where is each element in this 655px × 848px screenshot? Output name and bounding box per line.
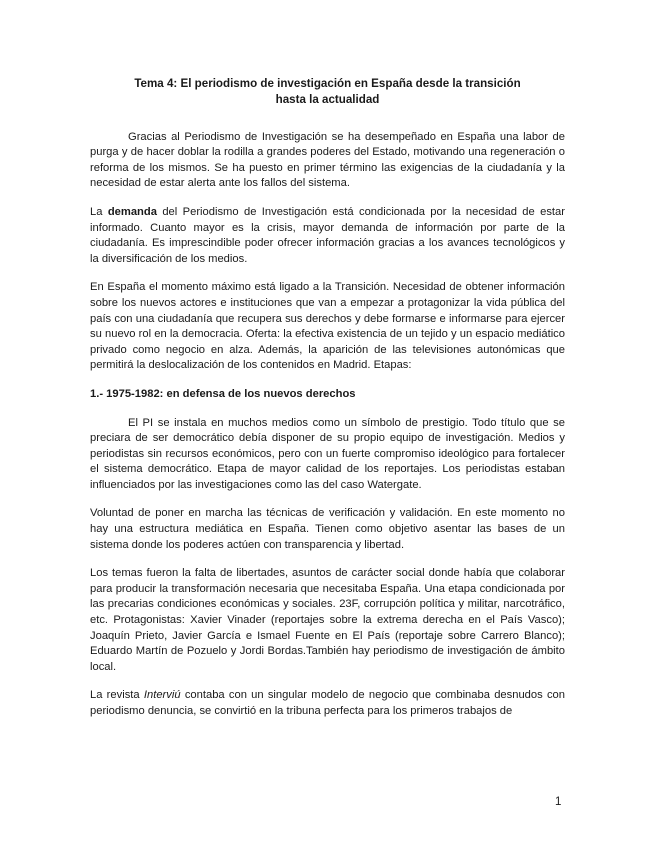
- paragraph-interviu: [90, 688, 565, 719]
- paragraph-interviu-post: contaba con un singular modelo de negocio que combinaba desnudos con periodismo denuncia, se convirtió en la tribuna perfecta para los primeros trabajos de: [90, 689, 565, 717]
- paragraph-transicion: En España el momento máximo está ligado a la Transición. Necesidad de obtener información sobre los nuevos actores e instituciones que van a empezar a protagonizar la vida pública del país con una ciudadanía que recupera sus derechos y debe formarse e informarse para ejercer su nuevo rol en la democracia. Oferta: la efectiva existencia de un tejido y un espacio mediático privado como negocio en alza. Además, la aparición de las televisiones autonómicas que permitirá la deslocalización de los contenidos en Madrid. Etapas:: [90, 281, 565, 372]
- paragraph-prestigio: El PI se instala en muchos medios como un símbolo de prestigio. Todo título que se preciara de ser democrático debía disponer de su propio equipo de investigación. Medios y periodistas sin recursos económicos, pero con un fuerte compromiso ideológico para fortalecer el sistema democrático. Etapa de mayor calidad de los reportajes. Los periodistas estaban influenciados por las investigaciones como las del caso Watergate.: [90, 416, 565, 491]
- document-body: [90, 76, 565, 720]
- paragraph-interviu-pre: La revista: [90, 689, 144, 702]
- section-heading: 1.- 1975-1982: en defensa de los nuevos derechos: [90, 387, 356, 400]
- paragraph-demanda-pre: La: [90, 205, 108, 218]
- paragraph-interviu-italic: Interviú: [143, 689, 181, 702]
- paragraph-demanda-post: del Periodismo de Investigación está condicionada por la necesidad de estar informado. Cuanto mayor es la crisis, mayor demanda de información por parte de la ciudadanía. Es imprescindible poder ofrecer información gracias a los avances tecnológicos y la diversificación de los medios.: [90, 205, 565, 265]
- page-number: 1: [555, 796, 562, 808]
- paragraph-demanda-bold: demanda: [107, 205, 157, 218]
- paragraph-demanda: [90, 205, 565, 267]
- document-title: Tema 4: El periodismo de investigación en España desde la transición hasta la actualidad: [134, 77, 521, 106]
- paragraph-intro: Gracias al Periodismo de Investigación se ha desempeñado en España una labor de purga y de hacer doblar la rodilla a grandes poderes del Estado, motivando una regeneración o reforma de los mismos. Se ha puesto en primer término las exigencias de la ciudadanía y la necesidad de estar alerta ante los fallos del sistema.: [90, 130, 565, 190]
- paragraph-temas: Los temas fueron la falta de libertades, asuntos de carácter social donde había que colaborar para producir la transformación necesaria que necesitaba España. Una etapa condicionada por las precarias condiciones económicas y sociales. 23F, corrupción política y militar, narcotráfico, etc. Protagonistas: Xavier Vinader (reportajes sobre la extrema derecha en el País Vasco); Joaquín Prieto, Javier García e Ismael Fuente en El País (reportaje sobre Carrero Blanco); Eduardo Martín de Pozuelo y Jordi Bordas.También hay periodismo de investigación de ámbito local.: [90, 567, 565, 673]
- paragraph-verificacion: Voluntad de poner en marcha las técnicas de verificación y validación. En este momento no hay una estructura mediática en España. Tienen como objetivo asentar las bases de un sistema donde los poderes actúen con transparencia y libertad.: [90, 507, 565, 551]
